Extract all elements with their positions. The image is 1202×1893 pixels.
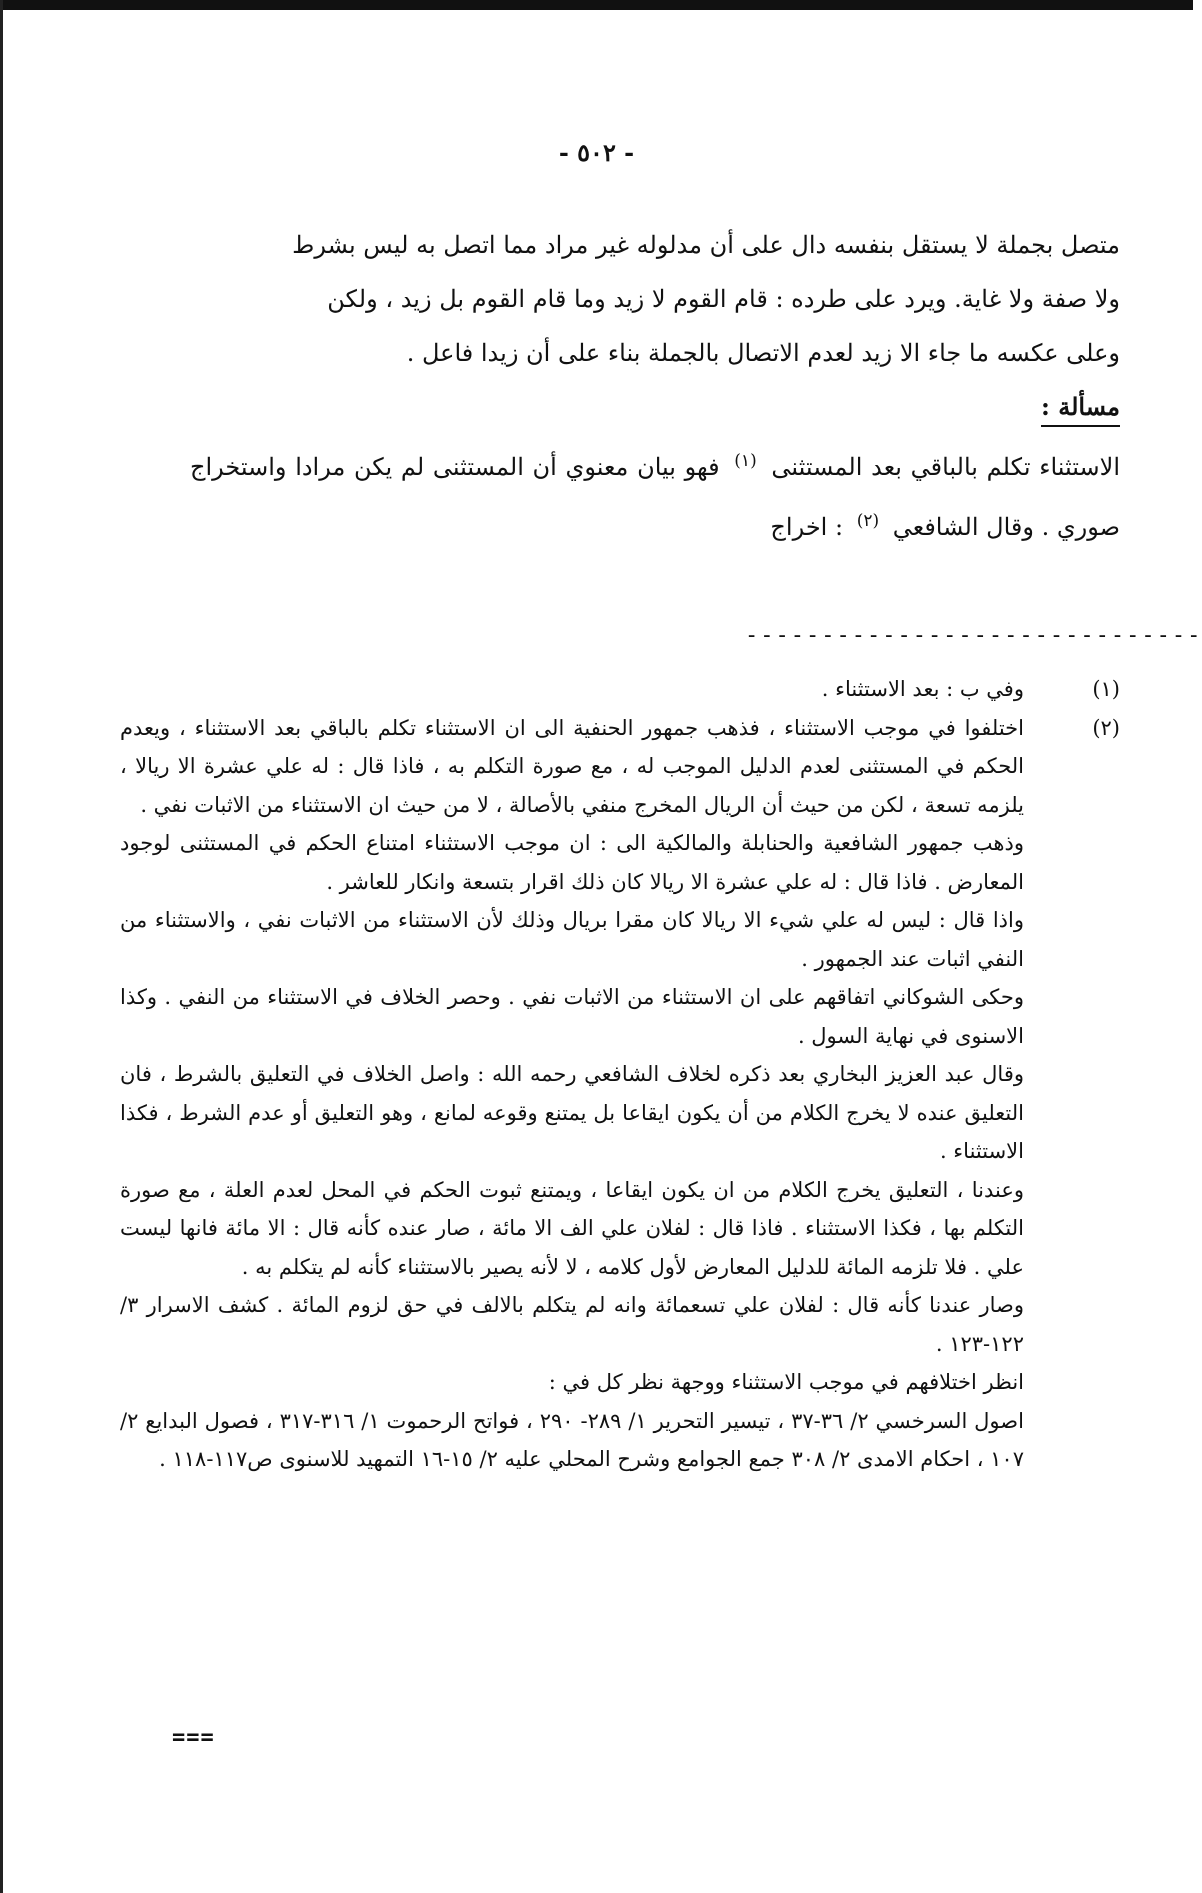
footnote: [120, 670, 1120, 709]
footnote-marker-2: (٢): [856, 511, 880, 531]
paragraph-text: الاستثناء تكلم بالباقي بعد المستثنى: [771, 453, 1120, 481]
footnote-paragraph: وفي ب : بعد الاستثناء .: [821, 677, 1024, 701]
footnote-paragraph: اختلفوا في موجب الاستثناء ، فذهب جمهور الحنفية الى ان الاستثناء تكلم بالباقي بعد الاستثناء ، ويعدم الحكم في المستثنى لعدم الدليل الموجب له ، مع صورة التكلم به ، فاذا قال : له علي عشرة الا ريالا ، يلزمه تسعة ، لكن من حيث أن الريال المخرج منفي بالأصالة ، لا من حيث ان الاستثناء من الاثبات نفي .: [120, 715, 1024, 817]
section-heading: [190, 380, 1120, 434]
page-number: - ٥٠٢ -: [558, 138, 635, 167]
footnote-paragraph: وقال عبد العزيز البخاري بعد ذكره لخلاف الشافعي رحمه الله : واصل الخلاف في التعليق بالشرط ، فان التعليق عنده لا يخرج الكلام من أن يكون ايقاعا بل يمتنع وقوعه لمانع ، وهو التعليق أو عدم الشرط ، فكذا الاستثناء .: [120, 1062, 1024, 1163]
footnote-paragraph: وصار عندنا كأنه قال : لفلان علي تسعمائة وانه لم يتكلم بالالف في حق لزوم المائة . كشف الاسرار ٣/ ١٢٢-١٢٣ .: [120, 1293, 1024, 1356]
paragraph-text: فهو بيان معنوي أن المستثنى لم يكن مرادا واستخراج صوري . وقال الشافعي: [190, 453, 1120, 541]
footnote-number: (٢): [1092, 715, 1120, 740]
footnote-paragraph: وعندنا ، التعليق يخرج الكلام من ان يكون ايقاعا ، ويمتنع ثبوت الحكم في المحل لعدم العلة ، مع صورة التكلم بها ، فكذا الاستثناء . فاذا قال : لفلان علي الف الا مائة ، صار عنده كأنه قال : الا مائة فانها ليست علي . فلا تلزمه المائة للدليل المعارض لأول كلامه ، لا لأنه يصير بالاستثناء كأنه لم يتكلم به .: [120, 1177, 1024, 1279]
footnote-paragraph: انظر اختلافهم في موجب الاستثناء ووجهة نظر كل في :: [548, 1370, 1024, 1394]
footnotes: [120, 670, 1120, 1479]
footnote-paragraph: واذا قال : ليس له علي شيء الا ريالا كان مقرا بريال وذلك لأن الاستثناء من الاثبات نفي ، والاستثناء من النفي اثبات عند الجمهور .: [120, 908, 1024, 971]
left-scan-edge: [0, 0, 3, 1893]
paragraph-text: : اخراج: [770, 513, 844, 541]
footnote-separator: ------------------------------: [745, 623, 1202, 648]
footnote-paragraph: اصول السرخسي ٢/ ٣٦-٣٧ ، تيسير التحرير ١/ ٢٨٩- ٢٩٠ ، فواتح الرحموت ١/ ٣١٦-٣١٧ ، فصول البدايع ٢/ ١٠٧ ، احكام الامدى ٢/ ٣٠٨ جمع الجوامع وشرح المحلي عليه ٢/ ١٥-١٦ التمهيد للاسنوى ص١١٧-١١٨ .: [120, 1408, 1024, 1471]
footnote-number: (١): [1092, 677, 1120, 701]
footnote-paragraph: وذهب جمهور الشافعية والحنابلة والمالكية الى : ان موجب الاستثناء امتناع الحكم في المستثنى لوجود المعارض . فاذا قال : له علي عشرة الا ريالا كان ذلك اقرار بتسعة وانكار للعاشر .: [120, 831, 1024, 894]
body-line: وعلى عكسه ما جاء الا زيد لعدم الاتصال بالجملة بناء على أن زيدا فاعل .: [406, 339, 1120, 367]
top-border: [0, 0, 1193, 10]
footnote-body: [120, 709, 1024, 1479]
body-line: ولا صفة ولا غاية. ويرد على طرده : قام القوم لا زيد وما قام القوم بل زيد ، ولكن: [327, 285, 1120, 313]
main-text: [190, 218, 1120, 554]
body-paragraph: [190, 434, 1120, 554]
footnote-paragraph: وحكى الشوكاني اتفاقهم على ان الاستثناء من الاثبات نفي . وحصر الخلاف في الاستثناء من النفي . وكذا الاسنوى في نهاية السول .: [120, 985, 1024, 1048]
footnote: [120, 709, 1120, 1479]
heading-mas-ala: مسألة :: [1041, 392, 1120, 421]
footnote-marker-1: (١): [734, 451, 757, 471]
footnote-body: [120, 670, 1024, 709]
end-mark: ===: [172, 1725, 215, 1750]
body-line: متصل بجملة لا يستقل بنفسه دال على أن مدلوله غير مراد مما اتصل به ليس بشرط: [292, 231, 1120, 259]
